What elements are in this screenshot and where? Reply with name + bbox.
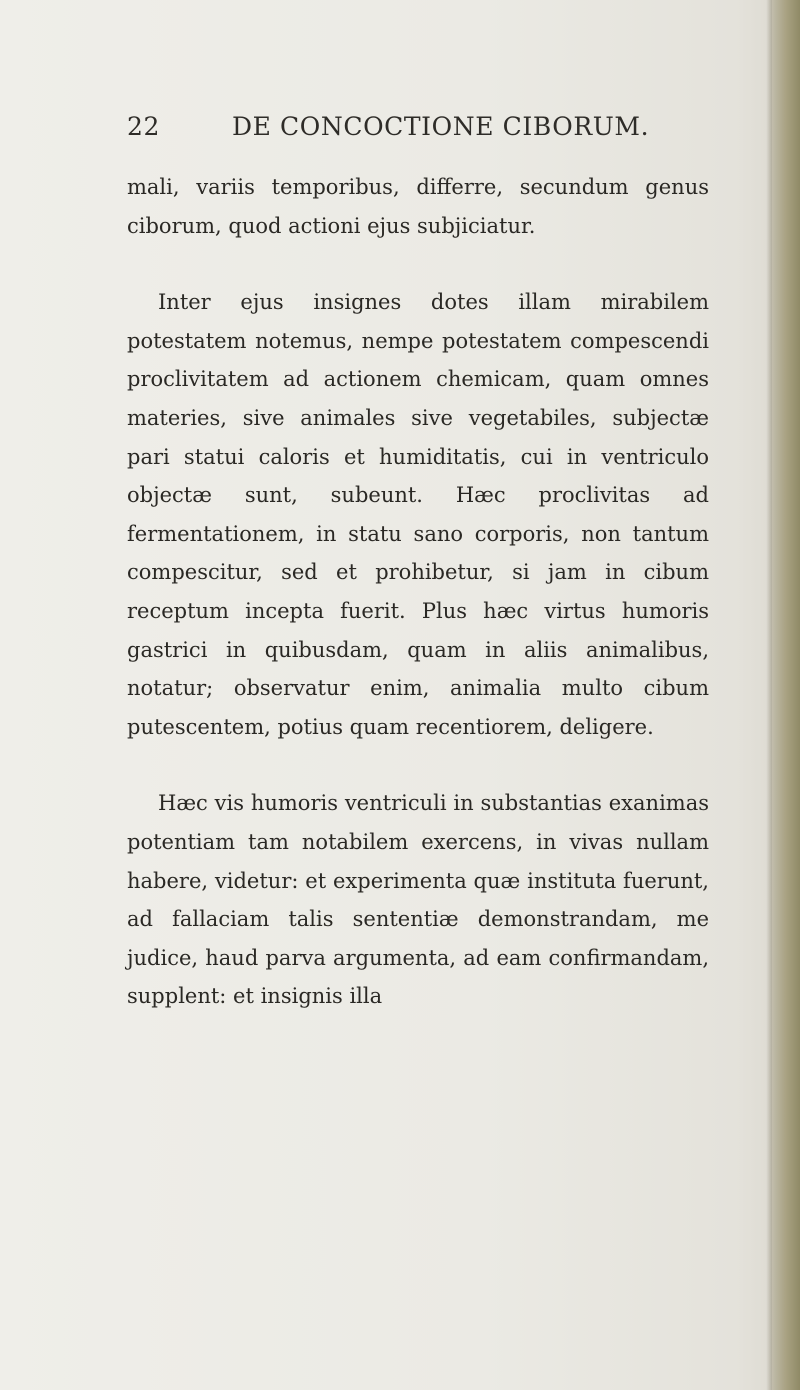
page-edge	[766, 0, 800, 1390]
paragraph-2: Inter ejus insignes dotes illam mirabilem potestatem notemus, nempe potestatem compescendi proclivitatem ad actionem chemicam, quam omnes materies, sive animales sive vegetabiles, subjectæ pari statui caloris et humiditatis, cui in ventriculo objectæ sunt, subeunt. Hæc proclivitas ad fermentationem, in statu sano corporis, non tantum compescitur, sed et prohibetur, si jam in cibum receptum incepta fuerit. Plus hæc virtus humoris gastrici in quibusdam, quam in aliis animalibus, notatur; observatur enim, animalia multo cibum putescentem, potius quam recentiorem, deligere.	[127, 290, 709, 739]
running-header	[127, 112, 727, 152]
page-number: 22	[127, 112, 161, 141]
paragraph-1: mali, variis temporibus, differre, secundum genus ciborum, quod actioni ejus subjiciatur.	[127, 175, 709, 238]
paragraph-3: Hæc vis humoris ventriculi in substantias exanimas potentiam tam notabilem exercens, in vivas nullam habere, videtur: et experimenta quæ instituta fuerunt, ad fallaciam talis sententiæ demonstrandam, me judice, haud parva argumenta, ad eam confirmandam, supplent: et insignis illa	[127, 791, 709, 1009]
margin-speck	[123, 1238, 129, 1260]
running-title: DE CONCOCTIONE CIBORUM.	[232, 112, 650, 141]
body-text	[127, 168, 709, 1016]
